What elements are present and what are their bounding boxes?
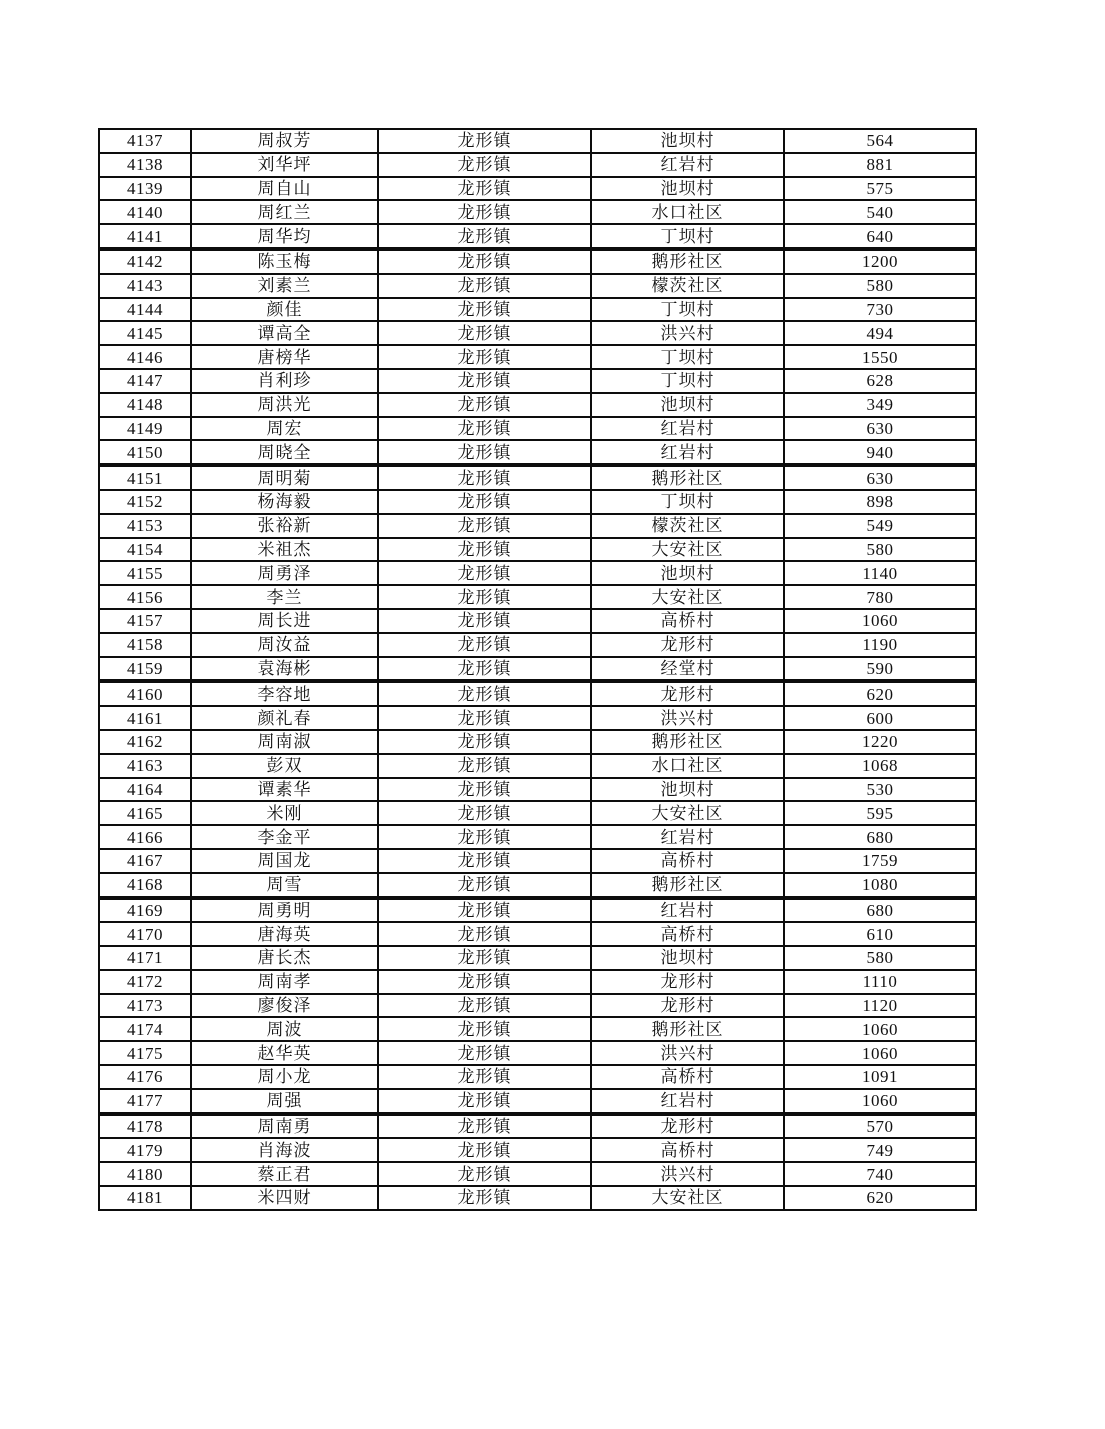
table-row	[99, 730, 976, 754]
village-cell: 丁坝村	[591, 490, 784, 514]
town-cell: 龙形镇	[378, 345, 591, 369]
town-cell: 龙形镇	[378, 393, 591, 417]
amount-cell: 1091	[784, 1065, 976, 1089]
table-row	[99, 681, 976, 706]
table-row	[99, 609, 976, 633]
name-cell: 唐海英	[191, 922, 378, 946]
name-cell: 周勇泽	[191, 561, 378, 585]
amount-cell: 590	[784, 657, 976, 682]
village-cell: 高桥村	[591, 849, 784, 873]
name-cell: 肖海波	[191, 1138, 378, 1162]
table-row	[99, 561, 976, 585]
amount-cell: 898	[784, 490, 976, 514]
row-index-cell: 4174	[99, 1017, 191, 1041]
village-cell: 龙形村	[591, 1114, 784, 1139]
amount-cell: 1060	[784, 609, 976, 633]
row-index-cell: 4147	[99, 369, 191, 393]
row-index-cell: 4162	[99, 730, 191, 754]
name-cell: 肖利珍	[191, 369, 378, 393]
name-cell: 刘华坪	[191, 153, 378, 177]
name-cell: 刘素兰	[191, 274, 378, 298]
row-index-cell: 4143	[99, 274, 191, 298]
row-index-cell: 4172	[99, 970, 191, 994]
amount-cell: 780	[784, 585, 976, 609]
name-cell: 米刚	[191, 801, 378, 825]
village-cell: 红岩村	[591, 825, 784, 849]
table-row	[99, 1089, 976, 1114]
village-cell: 大安社区	[591, 585, 784, 609]
name-cell: 陈玉梅	[191, 249, 378, 274]
amount-cell: 575	[784, 177, 976, 201]
row-index-cell: 4180	[99, 1162, 191, 1186]
town-cell: 龙形镇	[378, 946, 591, 970]
amount-cell: 1068	[784, 754, 976, 778]
village-cell: 大安社区	[591, 538, 784, 562]
name-cell: 米四财	[191, 1186, 378, 1210]
village-cell: 红岩村	[591, 153, 784, 177]
village-cell: 鹅形社区	[591, 465, 784, 490]
amount-cell: 1220	[784, 730, 976, 754]
table-row	[99, 369, 976, 393]
amount-cell: 610	[784, 922, 976, 946]
village-cell: 鹅形社区	[591, 873, 784, 898]
amount-cell: 595	[784, 801, 976, 825]
village-cell: 红岩村	[591, 417, 784, 441]
name-cell: 周强	[191, 1089, 378, 1114]
table-row	[99, 393, 976, 417]
village-cell: 丁坝村	[591, 224, 784, 249]
row-index-cell: 4140	[99, 200, 191, 224]
town-cell: 龙形镇	[378, 754, 591, 778]
village-cell: 水口社区	[591, 200, 784, 224]
name-cell: 周南勇	[191, 1114, 378, 1139]
table-row	[99, 177, 976, 201]
town-cell: 龙形镇	[378, 417, 591, 441]
village-cell: 红岩村	[591, 1089, 784, 1114]
amount-cell: 570	[784, 1114, 976, 1139]
row-index-cell: 4173	[99, 994, 191, 1018]
town-cell: 龙形镇	[378, 561, 591, 585]
village-cell: 龙形村	[591, 681, 784, 706]
town-cell: 龙形镇	[378, 585, 591, 609]
town-cell: 龙形镇	[378, 274, 591, 298]
village-cell: 红岩村	[591, 440, 784, 465]
table-row	[99, 200, 976, 224]
name-cell: 谭高全	[191, 321, 378, 345]
town-cell: 龙形镇	[378, 1138, 591, 1162]
village-cell: 大安社区	[591, 1186, 784, 1210]
name-cell: 周晓全	[191, 440, 378, 465]
name-cell: 张裕新	[191, 514, 378, 538]
town-cell: 龙形镇	[378, 730, 591, 754]
town-cell: 龙形镇	[378, 1162, 591, 1186]
amount-cell: 640	[784, 224, 976, 249]
row-index-cell: 4145	[99, 321, 191, 345]
row-index-cell: 4166	[99, 825, 191, 849]
row-index-cell: 4144	[99, 298, 191, 322]
row-index-cell: 4176	[99, 1065, 191, 1089]
table-row	[99, 538, 976, 562]
row-index-cell: 4169	[99, 898, 191, 923]
amount-cell: 530	[784, 778, 976, 802]
row-index-cell: 4171	[99, 946, 191, 970]
row-index-cell: 4178	[99, 1114, 191, 1139]
amount-cell: 349	[784, 393, 976, 417]
name-cell: 赵华英	[191, 1041, 378, 1065]
table-row	[99, 321, 976, 345]
town-cell: 龙形镇	[378, 224, 591, 249]
name-cell: 周长进	[191, 609, 378, 633]
name-cell: 杨海毅	[191, 490, 378, 514]
name-cell: 周南孝	[191, 970, 378, 994]
name-cell: 周自山	[191, 177, 378, 201]
village-cell: 丁坝村	[591, 369, 784, 393]
name-cell: 周雪	[191, 873, 378, 898]
amount-cell: 1060	[784, 1017, 976, 1041]
table-row	[99, 946, 976, 970]
town-cell: 龙形镇	[378, 898, 591, 923]
name-cell: 周红兰	[191, 200, 378, 224]
amount-cell: 549	[784, 514, 976, 538]
row-index-cell: 4155	[99, 561, 191, 585]
amount-cell: 494	[784, 321, 976, 345]
amount-cell: 940	[784, 440, 976, 465]
town-cell: 龙形镇	[378, 801, 591, 825]
town-cell: 龙形镇	[378, 873, 591, 898]
town-cell: 龙形镇	[378, 657, 591, 682]
village-cell: 龙形村	[591, 633, 784, 657]
row-index-cell: 4137	[99, 129, 191, 153]
amount-cell: 1200	[784, 249, 976, 274]
name-cell: 米祖杰	[191, 538, 378, 562]
table-row	[99, 585, 976, 609]
row-index-cell: 4153	[99, 514, 191, 538]
row-index-cell: 4142	[99, 249, 191, 274]
village-cell: 大安社区	[591, 801, 784, 825]
town-cell: 龙形镇	[378, 825, 591, 849]
table-row	[99, 1017, 976, 1041]
village-cell: 龙形村	[591, 970, 784, 994]
table-row	[99, 1186, 976, 1210]
town-cell: 龙形镇	[378, 514, 591, 538]
amount-cell: 540	[784, 200, 976, 224]
name-cell: 周洪光	[191, 393, 378, 417]
amount-cell: 740	[784, 1162, 976, 1186]
amount-cell: 620	[784, 681, 976, 706]
table-row	[99, 922, 976, 946]
amount-cell: 881	[784, 153, 976, 177]
amount-cell: 1190	[784, 633, 976, 657]
village-cell: 红岩村	[591, 898, 784, 923]
table-row	[99, 249, 976, 274]
table-row	[99, 873, 976, 898]
table-row	[99, 1041, 976, 1065]
name-cell: 李容地	[191, 681, 378, 706]
town-cell: 龙形镇	[378, 298, 591, 322]
village-cell: 高桥村	[591, 922, 784, 946]
row-index-cell: 4151	[99, 465, 191, 490]
row-index-cell: 4156	[99, 585, 191, 609]
amount-cell: 1060	[784, 1041, 976, 1065]
amount-cell: 564	[784, 129, 976, 153]
row-index-cell: 4141	[99, 224, 191, 249]
table-row	[99, 633, 976, 657]
amount-cell: 1550	[784, 345, 976, 369]
town-cell: 龙形镇	[378, 1041, 591, 1065]
table-row	[99, 754, 976, 778]
village-cell: 鹅形社区	[591, 249, 784, 274]
row-index-cell: 4148	[99, 393, 191, 417]
town-cell: 龙形镇	[378, 778, 591, 802]
village-cell: 池坝村	[591, 778, 784, 802]
town-cell: 龙形镇	[378, 129, 591, 153]
name-cell: 蔡正君	[191, 1162, 378, 1186]
row-index-cell: 4146	[99, 345, 191, 369]
table-row	[99, 706, 976, 730]
table-row	[99, 1114, 976, 1139]
table-row	[99, 345, 976, 369]
village-cell: 鹅形社区	[591, 1017, 784, 1041]
village-cell: 高桥村	[591, 1138, 784, 1162]
amount-cell: 580	[784, 946, 976, 970]
amount-cell: 680	[784, 825, 976, 849]
town-cell: 龙形镇	[378, 970, 591, 994]
table-body	[99, 129, 976, 1210]
row-index-cell: 4164	[99, 778, 191, 802]
town-cell: 龙形镇	[378, 321, 591, 345]
name-cell: 李兰	[191, 585, 378, 609]
name-cell: 周宏	[191, 417, 378, 441]
table-row	[99, 465, 976, 490]
name-cell: 周汝益	[191, 633, 378, 657]
village-cell: 高桥村	[591, 609, 784, 633]
row-index-cell: 4159	[99, 657, 191, 682]
town-cell: 龙形镇	[378, 633, 591, 657]
table-row	[99, 970, 976, 994]
table-row	[99, 514, 976, 538]
table-row	[99, 153, 976, 177]
row-index-cell: 4150	[99, 440, 191, 465]
name-cell: 周波	[191, 1017, 378, 1041]
amount-cell: 580	[784, 538, 976, 562]
row-index-cell: 4167	[99, 849, 191, 873]
amount-cell: 1759	[784, 849, 976, 873]
amount-cell: 628	[784, 369, 976, 393]
name-cell: 周华均	[191, 224, 378, 249]
village-cell: 丁坝村	[591, 345, 784, 369]
table-row	[99, 825, 976, 849]
town-cell: 龙形镇	[378, 706, 591, 730]
row-index-cell: 4168	[99, 873, 191, 898]
village-cell: 高桥村	[591, 1065, 784, 1089]
village-cell: 丁坝村	[591, 298, 784, 322]
amount-cell: 1080	[784, 873, 976, 898]
village-cell: 池坝村	[591, 946, 784, 970]
name-cell: 唐榜华	[191, 345, 378, 369]
amount-cell: 1140	[784, 561, 976, 585]
village-cell: 池坝村	[591, 393, 784, 417]
table-row	[99, 490, 976, 514]
row-index-cell: 4160	[99, 681, 191, 706]
name-cell: 彭双	[191, 754, 378, 778]
name-cell: 颜佳	[191, 298, 378, 322]
village-cell: 龙形村	[591, 994, 784, 1018]
table-row	[99, 224, 976, 249]
row-index-cell: 4170	[99, 922, 191, 946]
name-cell: 唐长杰	[191, 946, 378, 970]
village-cell: 池坝村	[591, 177, 784, 201]
table-row	[99, 849, 976, 873]
row-index-cell: 4154	[99, 538, 191, 562]
town-cell: 龙形镇	[378, 490, 591, 514]
amount-cell: 680	[784, 898, 976, 923]
amount-cell: 1060	[784, 1089, 976, 1114]
name-cell: 廖俊泽	[191, 994, 378, 1018]
table-row	[99, 274, 976, 298]
row-index-cell: 4175	[99, 1041, 191, 1065]
amount-cell: 630	[784, 417, 976, 441]
row-index-cell: 4181	[99, 1186, 191, 1210]
row-index-cell: 4138	[99, 153, 191, 177]
row-index-cell: 4163	[99, 754, 191, 778]
amount-cell: 1120	[784, 994, 976, 1018]
town-cell: 龙形镇	[378, 922, 591, 946]
table-row	[99, 994, 976, 1018]
town-cell: 龙形镇	[378, 681, 591, 706]
town-cell: 龙形镇	[378, 1114, 591, 1139]
name-cell: 颜礼春	[191, 706, 378, 730]
town-cell: 龙形镇	[378, 1186, 591, 1210]
village-cell: 洪兴村	[591, 1162, 784, 1186]
row-index-cell: 4161	[99, 706, 191, 730]
village-cell: 洪兴村	[591, 1041, 784, 1065]
row-index-cell: 4158	[99, 633, 191, 657]
town-cell: 龙形镇	[378, 200, 591, 224]
name-cell: 周勇明	[191, 898, 378, 923]
table-row	[99, 298, 976, 322]
village-cell: 水口社区	[591, 754, 784, 778]
table-row	[99, 1138, 976, 1162]
town-cell: 龙形镇	[378, 1065, 591, 1089]
town-cell: 龙形镇	[378, 177, 591, 201]
town-cell: 龙形镇	[378, 153, 591, 177]
table-row	[99, 440, 976, 465]
amount-cell: 600	[784, 706, 976, 730]
row-index-cell: 4152	[99, 490, 191, 514]
table-row	[99, 1162, 976, 1186]
name-cell: 李金平	[191, 825, 378, 849]
amount-cell: 620	[784, 1186, 976, 1210]
village-cell: 洪兴村	[591, 706, 784, 730]
village-cell: 檬茨社区	[591, 274, 784, 298]
town-cell: 龙形镇	[378, 465, 591, 490]
table-row	[99, 801, 976, 825]
town-cell: 龙形镇	[378, 849, 591, 873]
village-cell: 檬茨社区	[591, 514, 784, 538]
town-cell: 龙形镇	[378, 440, 591, 465]
amount-cell: 1110	[784, 970, 976, 994]
row-index-cell: 4179	[99, 1138, 191, 1162]
amount-cell: 730	[784, 298, 976, 322]
name-cell: 周叔芳	[191, 129, 378, 153]
name-cell: 周明菊	[191, 465, 378, 490]
table-row	[99, 657, 976, 682]
name-cell: 周国龙	[191, 849, 378, 873]
amount-cell: 580	[784, 274, 976, 298]
name-cell: 周南淑	[191, 730, 378, 754]
table-row	[99, 417, 976, 441]
name-cell: 谭素华	[191, 778, 378, 802]
row-index-cell: 4157	[99, 609, 191, 633]
town-cell: 龙形镇	[378, 369, 591, 393]
town-cell: 龙形镇	[378, 1089, 591, 1114]
row-index-cell: 4177	[99, 1089, 191, 1114]
town-cell: 龙形镇	[378, 1017, 591, 1041]
village-cell: 池坝村	[591, 561, 784, 585]
town-cell: 龙形镇	[378, 538, 591, 562]
village-cell: 经堂村	[591, 657, 784, 682]
row-index-cell: 4149	[99, 417, 191, 441]
village-cell: 洪兴村	[591, 321, 784, 345]
row-index-cell: 4139	[99, 177, 191, 201]
row-index-cell: 4165	[99, 801, 191, 825]
amount-cell: 749	[784, 1138, 976, 1162]
village-cell: 池坝村	[591, 129, 784, 153]
village-cell: 鹅形社区	[591, 730, 784, 754]
table-row	[99, 898, 976, 923]
town-cell: 龙形镇	[378, 249, 591, 274]
town-cell: 龙形镇	[378, 609, 591, 633]
table-row	[99, 778, 976, 802]
town-cell: 龙形镇	[378, 994, 591, 1018]
payment-roster-table	[98, 128, 977, 1211]
name-cell: 周小龙	[191, 1065, 378, 1089]
amount-cell: 630	[784, 465, 976, 490]
table-row	[99, 129, 976, 153]
name-cell: 袁海彬	[191, 657, 378, 682]
table-row	[99, 1065, 976, 1089]
